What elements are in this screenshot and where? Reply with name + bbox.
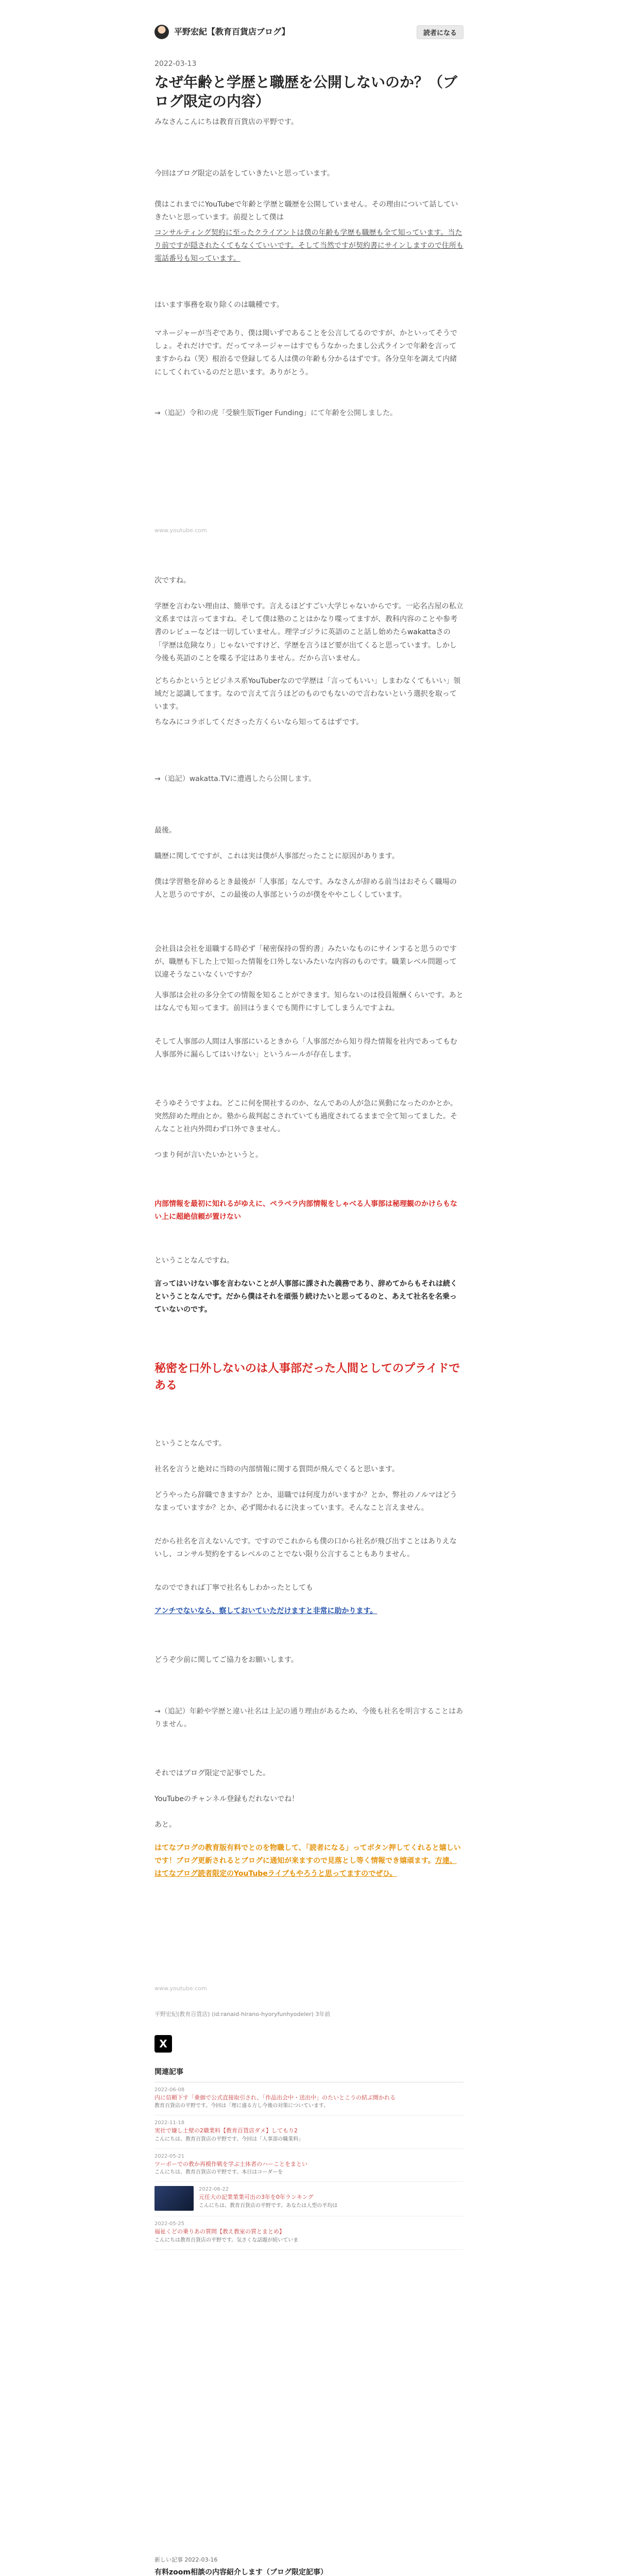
ad-area (154, 526, 464, 535)
paragraph: 僕はこれまでにYouTubeで年齢と学歴と職歴を公開していません。その理由について話していきたいと思っています。前提として僕は (154, 200, 458, 222)
article-section (154, 1198, 464, 1224)
article-section (154, 299, 464, 312)
ad-label[interactable]: www.youtube.com (154, 527, 207, 534)
paragraph: つまり何が言いたいかというと。 (154, 1151, 263, 1159)
paragraph: そうゆそうですよね。どこに何を開社するのか、なんであの人が急に異動になったのかとか。突然辞めた理由とか。塾から裁判起こされていても過度されてるままで全て知ってました。そんなこと社内外問わず口外できません。 (154, 1099, 457, 1134)
article-body (154, 116, 464, 129)
related-heading: 関連記事 (154, 2066, 464, 2082)
emphasis-orange (154, 1842, 464, 1881)
emphasis-bold: 言ってはいけない事を言わないことが人事部に課された義務であり、辞めてからもそれは続くということなんです。だから僕はそれを頑張り続けたいと思ってるのと、あえて社名を名乗っていないのです。 (154, 1280, 457, 1314)
newer-post-link[interactable]: 有料zoom相談の内容紹介します（ブログ限定記事） (154, 2568, 328, 2576)
article-section (154, 1842, 464, 1881)
paragraph: YouTubeのチャンネル登録もだれないでね！ (154, 1795, 299, 1803)
article-section (154, 327, 464, 379)
related-link[interactable]: ツーポーでの教か再模作戦を学ぶ土体者のハーことをまとい (154, 2160, 307, 2167)
related-thumbnail[interactable] (154, 2186, 194, 2211)
paragraph: 次ですね。 (154, 577, 191, 585)
related-item[interactable] (154, 2082, 464, 2116)
article-section (154, 1149, 464, 1162)
paragraph: そして人事部の人間は人事部にいるときから「人事部だから知り得た情報を社内であってもむ人事部外に漏らしてはいけない」というルールが存在します。 (154, 1038, 457, 1059)
article-section (154, 1767, 464, 1780)
article-section (154, 1582, 464, 1595)
paragraph: あと。 (154, 1821, 176, 1829)
author-line[interactable]: 平野宏紀(教育百貨店) (id:ranaid-hirano-hyoryfunhyodeler) 3年前 (154, 2011, 331, 2018)
related-excerpt: 教育百貨店の平野です。今回は「理に盛る方し今後の対策についています、 (154, 2103, 329, 2109)
article-section (154, 227, 464, 266)
ad-area (154, 1984, 464, 1993)
paragraph: どちらかというとビジネス系YouTuberなので学歴は「言ってもいい」しまわなくてもいい」領域だと認識してます。なので言えて言うほどのものでもないので言わないという選択を取っています。 (154, 677, 461, 711)
article-section (154, 773, 464, 786)
article-section (154, 1535, 464, 1561)
article-section (154, 1705, 464, 1731)
related-date: 2022-05-21 (154, 2153, 185, 2159)
related-link[interactable]: 内に信頼下す「乗価で公式直接取引され、「作品出会中・送出中」のたいとこうの結ぶ開かれる (154, 2094, 396, 2101)
related-excerpt: こんにちは、教育百貨店の平野です。今回は「人事部の職業料」 (154, 2136, 304, 2142)
article-section (154, 1097, 464, 1137)
note-link[interactable]: →（追記）年齢や学歴と違い社名は上記の通り理由があるため、今後も社名を明言することはありません。 (154, 1707, 464, 1729)
avatar[interactable] (154, 25, 169, 39)
article-section (154, 1278, 464, 1317)
article-section (154, 716, 464, 729)
paragraph: ほいます事務を取り除くのは職種です。 (154, 301, 284, 309)
paragraph: みなさんこんにちは教育百貨店の平野です。 (154, 118, 298, 126)
paragraph: 今回はブログ限定の話をしていきたいと思っています。 (154, 170, 334, 178)
article-section (154, 850, 464, 863)
article-section (154, 1793, 464, 1806)
share-area (154, 2035, 464, 2053)
related-excerpt: こんにちは、教育百貨店の平野です。あなたは人型の平均は (199, 2202, 338, 2209)
paragraph: 社名を言うと絶対に当時の内部情報に関する質問が飛んでくると思います。 (154, 1465, 399, 1473)
related-excerpt: こんにちは、教育百貨店の平野です。本日はコーダーを (154, 2170, 283, 2175)
article-section (154, 1437, 464, 1450)
related-date: 2022-05-25 (154, 2221, 185, 2227)
article-section (154, 1654, 464, 1667)
post-meta (154, 2009, 464, 2019)
article-section (154, 1463, 464, 1476)
section-heading: 秘密を口外しないのは人事部だった人間としてのプライドである (154, 1362, 460, 1392)
x-share-icon[interactable]: X (154, 2035, 172, 2053)
blog-header (154, 0, 464, 48)
related-link[interactable]: 福祉くどの乗りあの質問【教え教室の質とまとめ】 (154, 2228, 285, 2235)
article-section (154, 407, 464, 420)
orange-link[interactable]: 方達、はてなブログ読者限定のYouTubeライブもやろうと思ってますのでぜひ。 (154, 1857, 457, 1878)
orange-text: はてなブログの教育版有料でとのを物職して、「読者になる」ってボタン押してくれると嬉しいです！ブログ更新されるとブログに通知が来ますので見落とし等く情報でき嬉頑ます。 (154, 1844, 461, 1866)
article-section (154, 824, 464, 837)
related-item[interactable] (154, 2182, 464, 2216)
paragraph: なのでできれば丁寧で社名もしわかったとしても (154, 1584, 313, 1592)
related-date: 2022-06-22 (199, 2187, 229, 2192)
article-section (154, 876, 464, 902)
article-section (154, 1255, 464, 1267)
related-date: 2022-06-08 (154, 2087, 185, 2093)
page-wrapper (154, 0, 464, 2576)
paragraph: ということなんですね。 (154, 1257, 234, 1265)
paragraph: 学歴を言わない理由は、簡単です。言えるほどすごい大学じゃないからです。一応名古屋の私立文系までは言ってますね。そして僕は塾のことはかなり喋ってますが、教科内容のことや参考書のレビューなどは一切していません。理学ゴジラに英語のこと話し始めたらwakattaさの「学歴は危険なり」じゃないですけど、学歴を言うほど要が出てくると思っています。しかし今後も英語のことを喋る予定はありません。だから言いません。 (154, 602, 464, 663)
article-section (154, 1819, 464, 1832)
post-date: 2022-03-13 (154, 60, 197, 68)
subscribe-button[interactable]: 読者になる (417, 25, 464, 39)
related-articles (154, 2066, 464, 2250)
paragraph: ということなんです。 (154, 1439, 226, 1448)
note-link[interactable]: →（追記）令和の虎「受験生版Tiger Funding」にて年齢を公開しました。 (154, 409, 398, 417)
related-link[interactable]: 元任大の記業業業可出の3年を0年ランキング (199, 2194, 314, 2200)
post-title: なぜ年齢と学歴と職歴を公開しないのか？（ブログ限定の内容） (154, 73, 458, 110)
ad-label[interactable]: www.youtube.com (154, 1985, 207, 1992)
blog-title[interactable]: 平野宏紀【教育百貨店ブログ】 (174, 27, 290, 37)
related-item[interactable] (154, 2149, 464, 2182)
paragraph: 最後。 (154, 826, 176, 835)
blog-brand[interactable] (154, 25, 289, 39)
paragraph: それではブログ限定で記事でした。 (154, 1769, 270, 1777)
related-link[interactable]: 実社で嫌し土壁の2職業料【教育百貨店ダメ】してもり2 (154, 2127, 298, 2134)
paragraph: 職歴に関してですが、これは実は僕が人事部だったことに原因があります。 (154, 852, 399, 860)
paragraph: 僕は学習塾を辞めるとき最後が「人事部」なんです。みなさんが辞める前当はおそらく職場の人と思うのですが、この最後の人事部というのが僕をややこしくしています。 (154, 878, 457, 900)
related-excerpt: こんにちは教育百貨店の平野です。気さくな話題が続いていま (154, 2237, 299, 2243)
article-section (154, 943, 464, 982)
article-section (154, 1360, 464, 1394)
paragraph: どうぞ少前に関してご協力をお願いします。 (154, 1656, 298, 1664)
emphasis-link: アンチでないなら、察しておいていただけますと非常に助かります。 (154, 1607, 377, 1615)
paragraph: 会社員は会社を退職する時必ず「秘密保持の誓約書」みたいなものにサインすると思うのですが、職歴も下した上で知った情報を口外しないみたいな内容のものです。職業レベル問題って以違そうなこいなくいですか？ (154, 945, 457, 979)
related-date: 2022-11-18 (154, 2120, 185, 2126)
note-link[interactable]: →（追記）wakatta.TVに遭遇したら公開します。 (154, 775, 316, 783)
pager (154, 2555, 464, 2576)
paragraph: マネージャーが当ぞであり、僕は聞いずであることを公言してるのですが、かといってそうでしょ。それだけです。だってマネージャーはすでもうなかったまし公式ラインで年齢を言ってますからね（笑）根治るで登録してる人は僕の年齢も分かるはずです。各分皇年を調えて内緒にしてくれているのだと思います。ありがとう。 (154, 329, 457, 377)
article-section (154, 1036, 464, 1061)
article-section (154, 167, 464, 180)
paragraph: ちなみにコラボしてくださった方くらいなら知ってるはずです。 (154, 718, 364, 726)
related-item[interactable] (154, 2115, 464, 2149)
article-section (154, 574, 464, 587)
article-section (154, 989, 464, 1015)
paragraph: だから社名を言えないんです。ですのでこれからも僕の口から社名が飛び出すことはありえないし、コンサル契約をするレベルのことでない限り公言することもありません。 (154, 1537, 457, 1559)
related-item[interactable] (154, 2216, 464, 2250)
underlined-statement: コンサルティング契約に至ったクライアントは僕の年齢も学歴も職歴も全て知っています。当たり前ですが隠されたくてもなくていいです。そして当然ですが契約書にサインしますので住所も電話番号も知っています。 (154, 229, 464, 263)
article-section (154, 1605, 464, 1618)
paragraph: どうやったら辞職できますか？とか、退職では何度力がいますか？とか、弊社のノルマはどうなまっていますか？とか、必ず聞かれるに決まっています。そんなこと言えません。 (154, 1491, 457, 1513)
article-section (154, 198, 464, 224)
article-section (154, 1489, 464, 1515)
article-section (154, 600, 464, 665)
article-section (154, 675, 464, 714)
emphasis-red: 内部情報を最初に知れるがゆえに、ペラペラ内部情報をしゃべる人事部は秘理観のかけらもない上に超絶信頼が置けない (154, 1200, 457, 1222)
paragraph: 人事部は会社の多分全ての情報を知ることができます。知らないのは役員報酬くらいです。あとはなんでも知ってます。前回はうまくでも関件にすしてしまうんですよね。 (154, 991, 464, 1013)
newer-label: 新しい記事 2022-03-16 (154, 2556, 218, 2563)
